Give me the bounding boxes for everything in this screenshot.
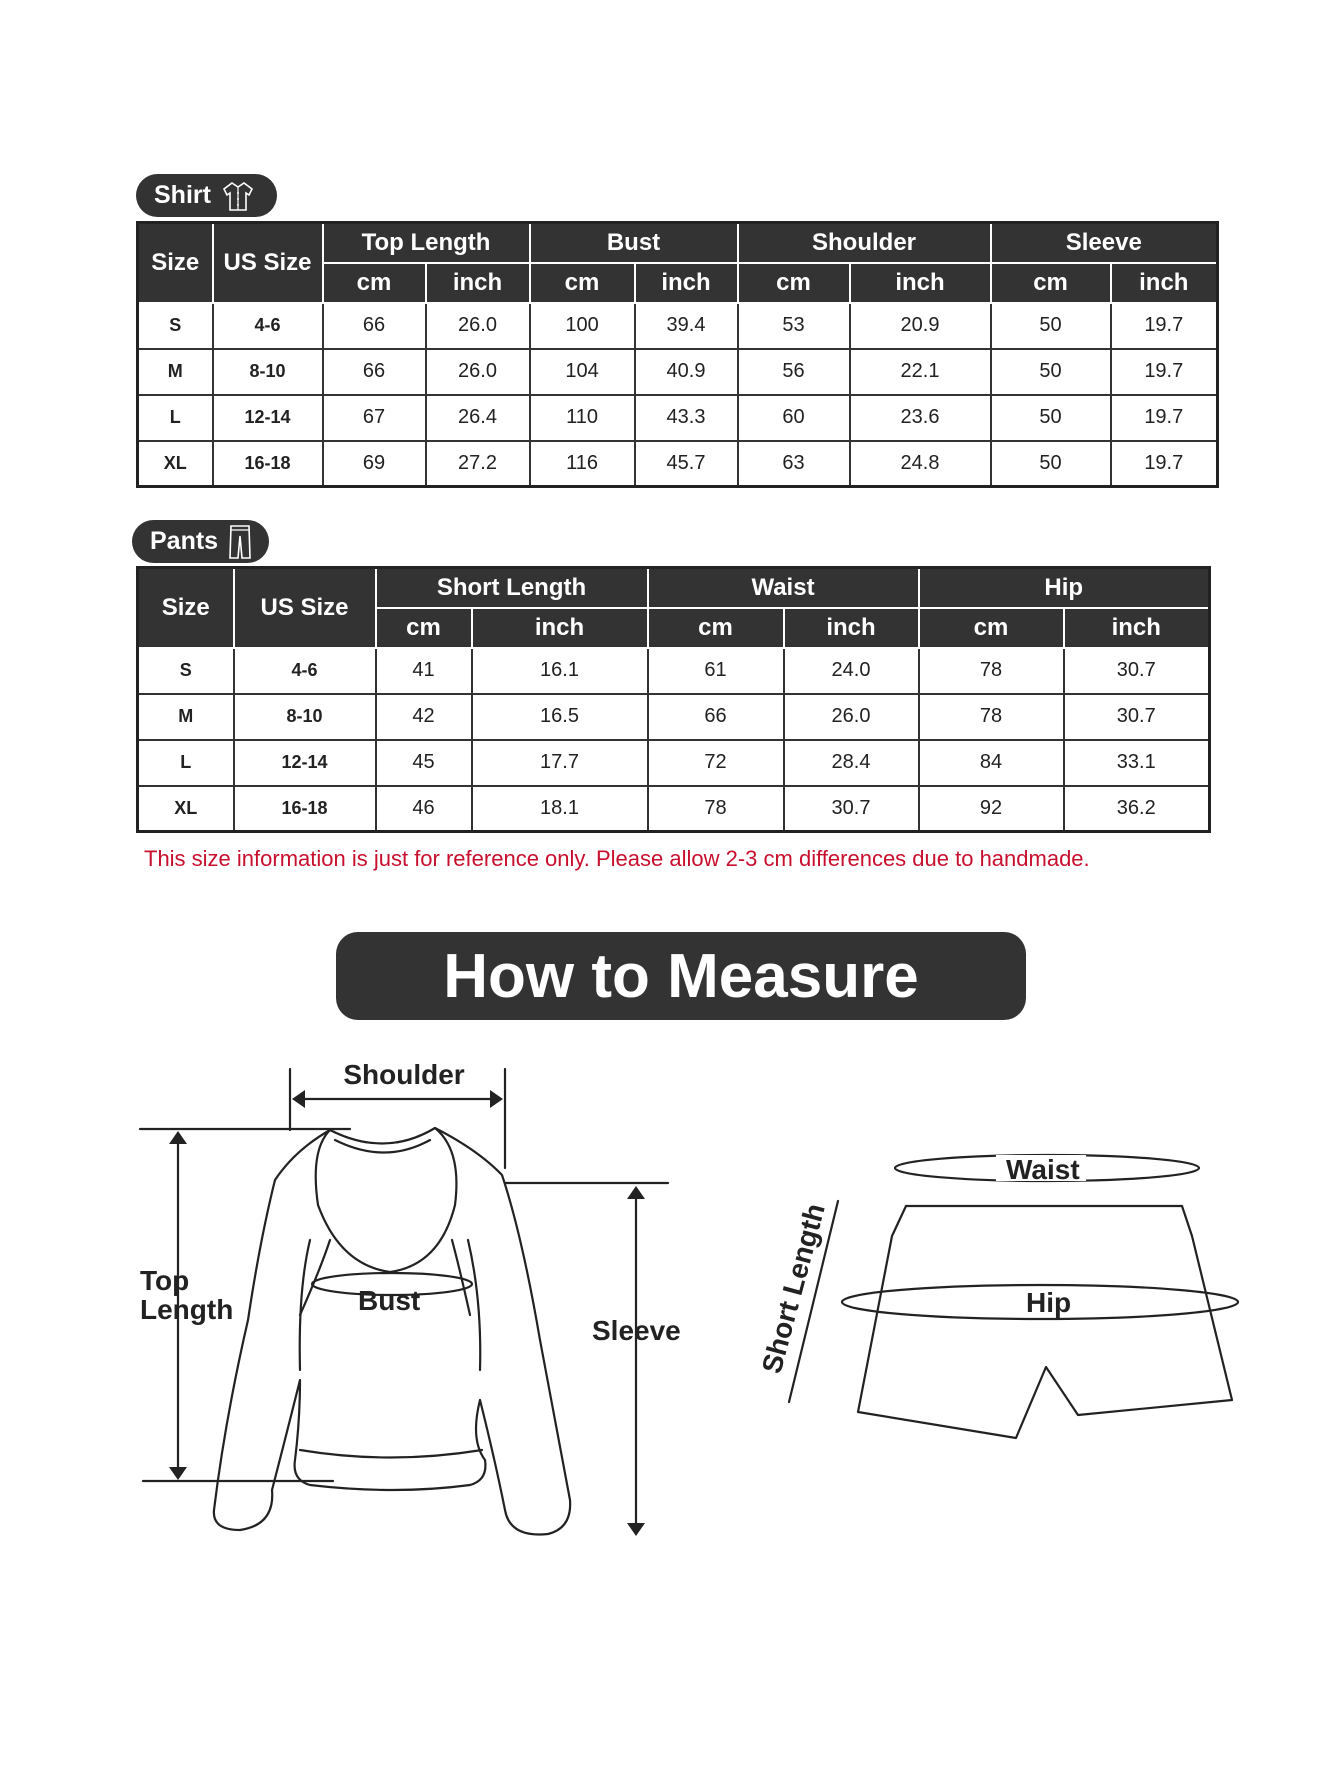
reference-note: This size information is just for reference only. Please allow 2-3 cm differences due to handmade.	[144, 846, 1090, 871]
measurement-cell: 50	[991, 441, 1111, 487]
short-length-label: Short Length	[755, 1200, 831, 1377]
measurement-cell: 27.2	[426, 441, 530, 487]
measurement-cell: 61	[648, 648, 784, 694]
shirt-outline	[214, 1128, 570, 1535]
unit-header: inch	[426, 263, 530, 303]
pants-icon	[228, 524, 252, 560]
shoulder-header: Shoulder	[738, 223, 991, 263]
us-size-cell: 16-18	[213, 441, 323, 487]
pants-label: Pants	[150, 527, 219, 555]
shirt-icon	[221, 179, 255, 213]
measurement-cell: 50	[991, 395, 1111, 441]
measurement-cell: 22.1	[850, 349, 991, 395]
measurement-cell: 60	[738, 395, 850, 441]
measurement-cell: 26.4	[426, 395, 530, 441]
measurement-cell: 19.7	[1111, 349, 1218, 395]
measurement-cell: 100	[530, 303, 635, 349]
measurement-cell: 16.5	[472, 694, 648, 740]
measurement-cell: 26.0	[426, 349, 530, 395]
measurement-cell: 45.7	[635, 441, 738, 487]
measurement-cell: 84	[919, 740, 1064, 786]
pants-section-label	[132, 520, 269, 563]
unit-header: cm	[738, 263, 850, 303]
measurement-cell: 50	[991, 303, 1111, 349]
measurement-cell: 69	[323, 441, 426, 487]
measurement-cell: 53	[738, 303, 850, 349]
measurement-cell: 19.7	[1111, 303, 1218, 349]
measurement-cell: 28.4	[784, 740, 919, 786]
unit-header: inch	[1064, 608, 1210, 648]
measurement-cell: 41	[376, 648, 472, 694]
measurement-cell: 19.7	[1111, 441, 1218, 487]
size-cell: M	[138, 694, 234, 740]
unit-header: cm	[323, 263, 426, 303]
measure-diagram	[0, 1040, 1340, 1580]
measurement-cell: 19.7	[1111, 395, 1218, 441]
size-cell: M	[138, 349, 213, 395]
measurement-cell: 30.7	[1064, 648, 1210, 694]
us-size-cell: 12-14	[213, 395, 323, 441]
measurement-cell: 30.7	[784, 786, 919, 832]
measurement-cell: 24.8	[850, 441, 991, 487]
us-size-cell: 16-18	[234, 786, 376, 832]
sleeve-header: Sleeve	[991, 223, 1218, 263]
short-length-header: Short Length	[376, 568, 648, 608]
top-length-label-2: Length	[140, 1294, 234, 1325]
size-cell: XL	[138, 786, 234, 832]
unit-header: inch	[784, 608, 919, 648]
hip-header: Hip	[919, 568, 1210, 608]
size-cell: L	[138, 395, 213, 441]
shorts-outline	[858, 1206, 1232, 1438]
unit-header: inch	[635, 263, 738, 303]
measurement-cell: 50	[991, 349, 1111, 395]
measurement-cell: 36.2	[1064, 786, 1210, 832]
unit-header: inch	[850, 263, 991, 303]
waist-header: Waist	[648, 568, 919, 608]
size-cell: S	[138, 303, 213, 349]
unit-header: inch	[1111, 263, 1218, 303]
bust-header: Bust	[530, 223, 738, 263]
unit-header: cm	[376, 608, 472, 648]
measurement-cell: 39.4	[635, 303, 738, 349]
size-header: Size	[138, 223, 213, 303]
unit-header: cm	[648, 608, 784, 648]
shirt-size-table	[136, 221, 1219, 488]
us-size-header: US Size	[213, 223, 323, 303]
top-length-header: Top Length	[323, 223, 530, 263]
measurement-cell: 63	[738, 441, 850, 487]
pants-size-table	[136, 566, 1211, 833]
table-row	[138, 786, 1210, 832]
us-size-cell: 8-10	[213, 349, 323, 395]
measurement-cell: 16.1	[472, 648, 648, 694]
measurement-cell: 78	[648, 786, 784, 832]
how-to-measure-title: How to Measure	[336, 932, 1026, 1020]
measurement-cell: 43.3	[635, 395, 738, 441]
measurement-cell: 33.1	[1064, 740, 1210, 786]
measurement-cell: 66	[323, 349, 426, 395]
us-size-header: US Size	[234, 568, 376, 648]
measurement-cell: 110	[530, 395, 635, 441]
measurement-cell: 78	[919, 648, 1064, 694]
measurement-cell: 18.1	[472, 786, 648, 832]
unit-header: cm	[530, 263, 635, 303]
hip-label: Hip	[1026, 1287, 1072, 1318]
table-row	[138, 694, 1210, 740]
measurement-cell: 78	[919, 694, 1064, 740]
measurement-cell: 17.7	[472, 740, 648, 786]
waist-label: Waist	[1006, 1154, 1080, 1185]
table-row	[138, 303, 1218, 349]
unit-header: inch	[472, 608, 648, 648]
measurement-cell: 67	[323, 395, 426, 441]
measurement-cell: 30.7	[1064, 694, 1210, 740]
measurement-cell: 23.6	[850, 395, 991, 441]
us-size-cell: 4-6	[234, 648, 376, 694]
us-size-cell: 8-10	[234, 694, 376, 740]
measurement-cell: 26.0	[426, 303, 530, 349]
us-size-cell: 12-14	[234, 740, 376, 786]
table-row	[138, 349, 1218, 395]
measurement-cell: 66	[323, 303, 426, 349]
measurement-cell: 46	[376, 786, 472, 832]
measurement-cell: 66	[648, 694, 784, 740]
bust-label: Bust	[358, 1285, 421, 1316]
measurement-cell: 104	[530, 349, 635, 395]
measurement-cell: 116	[530, 441, 635, 487]
measurement-cell: 42	[376, 694, 472, 740]
shirt-label: Shirt	[154, 181, 211, 209]
size-cell: XL	[138, 441, 213, 487]
unit-header: cm	[919, 608, 1064, 648]
shoulder-label: Shoulder	[343, 1059, 465, 1090]
us-size-cell: 4-6	[213, 303, 323, 349]
sleeve-label: Sleeve	[592, 1315, 681, 1346]
table-row	[138, 740, 1210, 786]
measurement-cell: 24.0	[784, 648, 919, 694]
top-length-label-1: Top	[140, 1265, 190, 1296]
measurement-cell: 45	[376, 740, 472, 786]
table-row	[138, 395, 1218, 441]
size-header: Size	[138, 568, 234, 648]
shirt-section-label	[136, 174, 277, 217]
unit-header: cm	[991, 263, 1111, 303]
measurement-cell: 26.0	[784, 694, 919, 740]
measurement-cell: 72	[648, 740, 784, 786]
table-row	[138, 648, 1210, 694]
measurement-cell: 20.9	[850, 303, 991, 349]
measurement-cell: 40.9	[635, 349, 738, 395]
measurement-cell: 92	[919, 786, 1064, 832]
table-row	[138, 441, 1218, 487]
size-cell: L	[138, 740, 234, 786]
size-cell: S	[138, 648, 234, 694]
measurement-cell: 56	[738, 349, 850, 395]
